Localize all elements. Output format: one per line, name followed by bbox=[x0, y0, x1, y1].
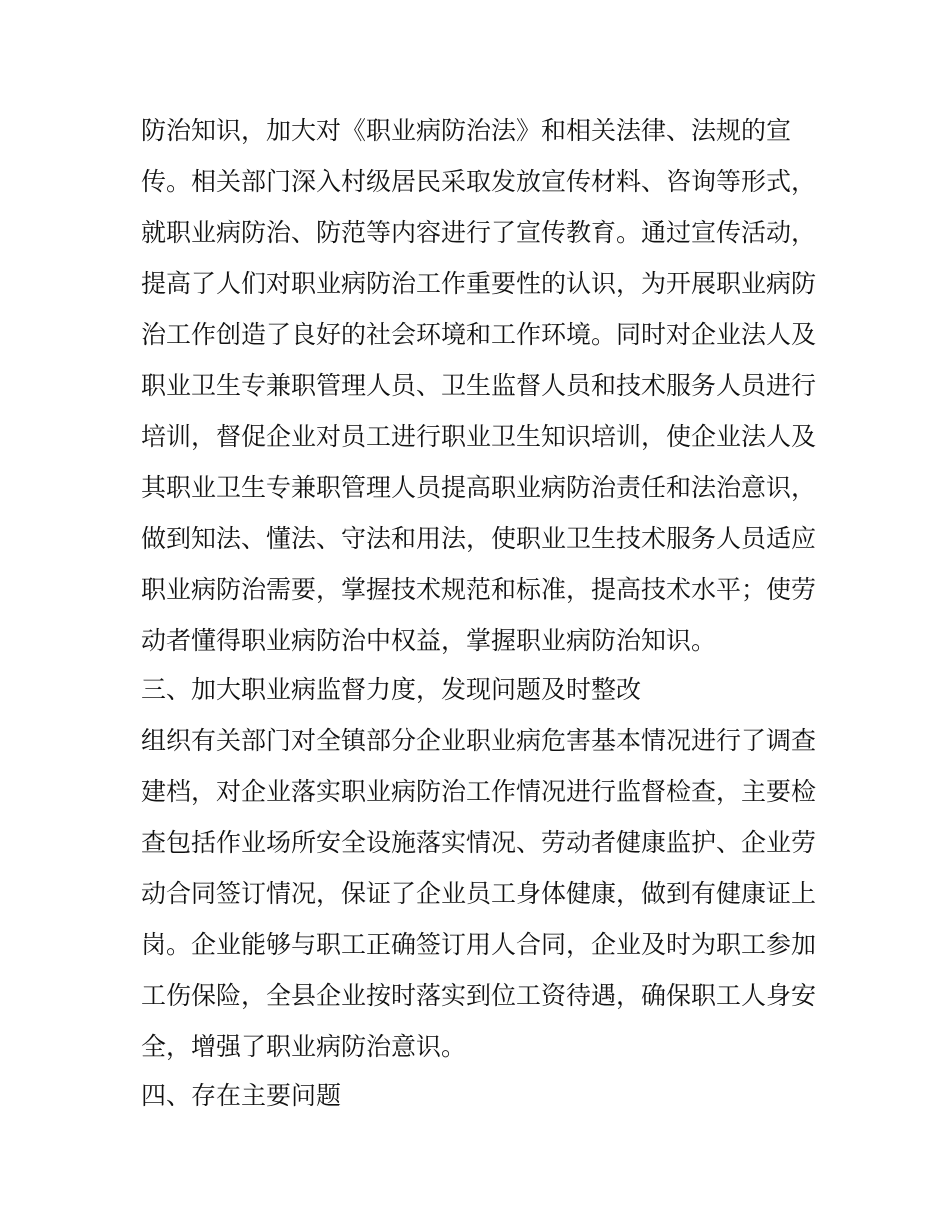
paragraph-line: 防治知识，加大对《职业病防治法》和相关法律、法规的宣 bbox=[141, 116, 792, 145]
paragraph-line: 传。相关部门深入村级居民采取发放宣传材料、咨询等形式， bbox=[141, 167, 817, 196]
paragraph-publicity-training bbox=[141, 105, 821, 666]
paragraph-line: 职业卫生专兼职管理人员、卫生监督人员和技术服务人员进行 bbox=[141, 371, 817, 400]
paragraph-line: 动者懂得职业病防治中权益，掌握职业病防治知识。 bbox=[141, 626, 717, 655]
section-heading-main-problems bbox=[141, 1070, 821, 1121]
paragraph-line: 就职业病防治、防范等内容进行了宣传教育。通过宣传活动， bbox=[141, 218, 817, 247]
paragraph-line: 组织有关部门对全镇部分企业职业病危害基本情况进行了调查 bbox=[141, 726, 817, 755]
paragraph-line: 做到知法、懂法、守法和用法，使职业卫生技术服务人员适应 bbox=[141, 524, 817, 553]
paragraph-supervision-inspection bbox=[141, 715, 821, 1072]
paragraph-line: 建档，对企业落实职业病防治工作情况进行监督检查，主要检 bbox=[141, 777, 817, 806]
paragraph-line: 其职业卫生专兼职管理人员提高职业病防治责任和法治意识， bbox=[141, 473, 817, 502]
section-heading-text: 三、加大职业病监督力度，发现问题及时整改 bbox=[141, 675, 642, 704]
paragraph-line: 职业病防治需要，掌握技术规范和标准，提高技术水平；使劳 bbox=[141, 575, 817, 604]
paragraph-line: 岗。企业能够与职工正确签订用人合同，企业及时为职工参加 bbox=[141, 930, 817, 959]
paragraph-line: 培训，督促企业对员工进行职业卫生知识培训，使企业法人及 bbox=[141, 422, 817, 451]
paragraph-line: 工伤保险，全县企业按时落实到位工资待遇，确保职工人身安 bbox=[141, 981, 817, 1010]
paragraph-line: 提高了人们对职业病防治工作重要性的认识，为开展职业病防 bbox=[141, 269, 817, 298]
section-heading-supervision bbox=[141, 664, 821, 715]
paragraph-line: 动合同签订情况，保证了企业员工身体健康，做到有健康证上 bbox=[141, 879, 817, 908]
paragraph-line: 治工作创造了良好的社会环境和工作环境。同时对企业法人及 bbox=[141, 320, 817, 349]
section-heading-text: 四、存在主要问题 bbox=[141, 1081, 342, 1110]
paragraph-line: 全，增强了职业病防治意识。 bbox=[141, 1032, 467, 1061]
paragraph-line: 查包括作业场所安全设施落实情况、劳动者健康监护、企业劳 bbox=[141, 828, 817, 857]
